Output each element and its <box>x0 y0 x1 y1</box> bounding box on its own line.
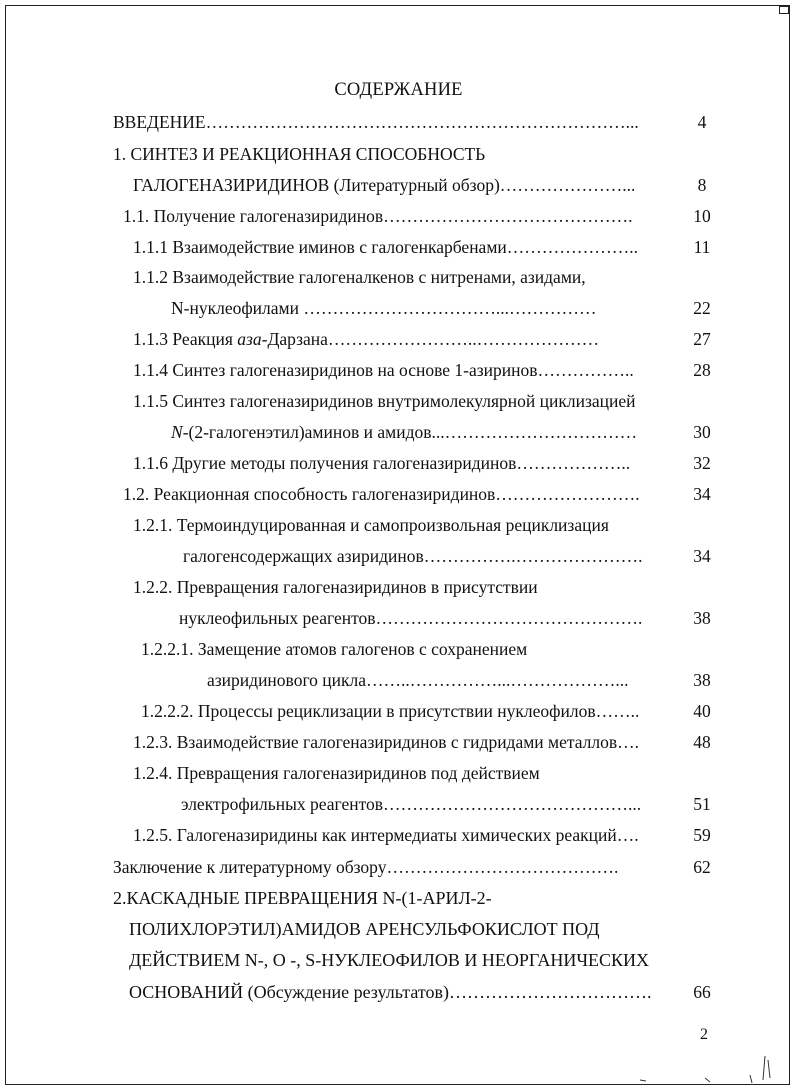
toc-page-1-2-1: 34 <box>693 546 711 566</box>
toc-page-chapter2: 66 <box>693 982 711 1002</box>
toc-entry-1-1-2: 1.1.2 Взаимодействие галогеналкенов с нитренами, азидами, <box>133 267 586 287</box>
toc-page-1-1: 10 <box>693 206 711 226</box>
toc-entry-1-2-1-cont: галогенсодержащих азиридинов…………….…………………. <box>183 546 643 566</box>
toc-entry-1-1-3 <box>133 328 599 350</box>
toc-page-1-1-4: 28 <box>693 360 711 380</box>
toc-entry-1-2-1: 1.2.1. Термоиндуцированная и самопроизвольная рециклизация <box>133 515 609 535</box>
toc-page-introduction: 4 <box>697 112 707 132</box>
toc-entry-1-2-2-cont: нуклеофильных реагентов………………………………………. <box>179 608 643 628</box>
toc-entry-1-2-3: 1.2.3. Взаимодействие галогеназиридинов с гидридами металлов…. <box>133 732 640 752</box>
toc-entry-introduction: ВВЕДЕНИЕ………………………………………………………………... <box>113 112 639 132</box>
page-title: СОДЕРЖАНИЕ <box>334 80 463 100</box>
toc-entry-1-2-2: 1.2.2. Превращения галогеназиридинов в присутствии <box>133 577 538 597</box>
toc-entry-chapter2-cont2: ДЕЙСТВИЕМ N-, О -, S-НУКЛЕОФИЛОВ И НЕОРГАНИЧЕСКИХ <box>129 950 650 970</box>
toc-page-1-1-2: 22 <box>693 298 711 318</box>
toc-entry-conclusion: Заключение к литературному обзору…………………………………. <box>113 857 619 877</box>
toc-page-chapter1: 8 <box>697 175 707 195</box>
toc-entry-1-2-2-2: 1.2.2.2. Процессы рециклизации в присутствии нуклеофилов…….. <box>141 701 640 721</box>
toc-entry-1-1-4: 1.1.4 Синтез галогеназиридинов на основе 1-азиринов…………….. <box>133 360 634 380</box>
toc-entry-1-2-4: 1.2.4. Превращения галогеназиридинов под действием <box>133 763 540 783</box>
toc-page-1-2-4: 51 <box>693 794 711 814</box>
toc-page-1-1-1: 11 <box>693 237 711 257</box>
toc-page-1-2-5: 59 <box>693 825 711 845</box>
toc-entry-1-2-2-1: 1.2.2.1. Замещение атомов галогенов с сохранением <box>141 639 528 659</box>
pen-scribble <box>600 1050 785 1086</box>
toc-entry-1-1-5-cont <box>171 421 637 443</box>
toc-page-1-1-3: 27 <box>693 329 711 349</box>
toc-entry-chapter1-cont: ГАЛОГЕНАЗИРИДИНОВ (Литературный обзор)…………………... <box>133 175 636 195</box>
toc-page-1-2-2: 38 <box>693 608 711 628</box>
toc-entry-1-2-2-1-cont: азиридинового цикла……..……………...………………... <box>207 670 629 690</box>
toc-entry-1-2-4-cont: электрофильных реагентов……………………………………... <box>181 794 642 814</box>
toc-entry-1-1-5: 1.1.5 Синтез галогеназиридинов внутримолекулярной циклизацией <box>133 391 636 411</box>
toc-page-1-1-5: 30 <box>693 422 711 442</box>
toc-entry-chapter2-cont3: ОСНОВАНИЙ (Обсуждение результатов)……………………………. <box>129 982 652 1002</box>
toc-entry-1-1-3-rest: -Дарзана……………………..………………… <box>261 329 600 349</box>
toc-entry-1-2-5: 1.2.5. Галогеназиридины как интермедиаты химических реакций…. <box>133 825 639 845</box>
toc-page-1-2: 34 <box>693 484 711 504</box>
toc-entry-chapter1: 1. СИНТЕЗ И РЕАКЦИОННАЯ СПОСОБНОСТЬ <box>113 144 486 164</box>
toc-entry-1-1-2-cont: N-нуклеофилами ……………………………...…………… <box>171 298 597 318</box>
toc-entry-1-1-5-italic: N <box>171 422 183 442</box>
toc-page-1-2-2-2: 40 <box>693 701 711 721</box>
toc-entry-1-2: 1.2. Реакционная способность галогеназиридинов……………………. <box>123 484 640 504</box>
toc-entry-1-1-6: 1.1.6 Другие методы получения галогеназиридинов……………….. <box>133 453 631 473</box>
toc-entry-1-1-5-rest: -(2-галогенэтил)аминов и амидов...…………………………… <box>182 422 638 442</box>
toc-page-1-2-3: 48 <box>693 732 711 752</box>
page-number: 2 <box>700 1026 708 1043</box>
toc-entry-1-1-3-italic: аза <box>237 329 262 349</box>
toc-entry-1-1-3-prefix: 1.1.3 Реакция <box>133 329 238 349</box>
toc-entry-1-1: 1.1. Получение галогеназиридинов……………………………………. <box>123 206 633 226</box>
toc-page-1-2-2-1: 38 <box>693 670 711 690</box>
toc-entry-chapter2: 2.КАСКАДНЫЕ ПРЕВРАЩЕНИЯ N-(1-АРИЛ-2- <box>113 888 492 908</box>
toc-page-1-1-6: 32 <box>693 453 711 473</box>
corner-mark <box>779 6 789 14</box>
toc-entry-chapter2-cont1: ПОЛИХЛОРЭТИЛ)АМИДОВ АРЕНСУЛЬФОКИСЛОТ ПОД <box>129 919 600 939</box>
toc-entry-1-1-1: 1.1.1 Взаимодействие иминов с галогенкарбенами………………….. <box>133 237 639 257</box>
toc-page-conclusion: 62 <box>693 857 711 877</box>
